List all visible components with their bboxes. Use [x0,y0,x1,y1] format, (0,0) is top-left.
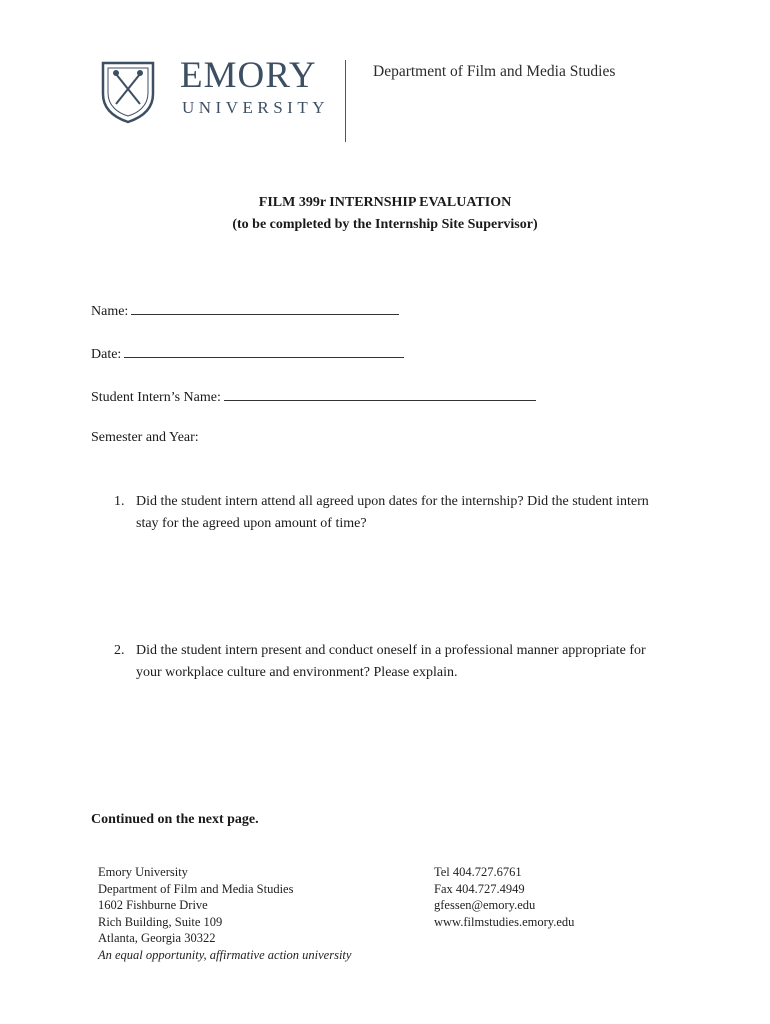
university-subtitle: UNIVERSITY [182,98,329,117]
date-label: Date: [91,347,122,362]
address-line: Atlanta, Georgia 30322 [98,931,216,945]
address-line: Emory University [98,865,188,879]
contact-phone: Tel 404.727.6761 [434,865,522,879]
question-number: 1. [114,494,125,509]
semester-field [91,429,199,447]
form-title [0,192,770,236]
address-line: 1602 Fishburne Drive [98,898,208,912]
date-input-line[interactable] [124,343,404,358]
address-line: Department of Film and Media Studies [98,881,294,896]
student-name-label: Student Intern’s Name: [91,390,221,405]
footer-contact [434,864,574,930]
name-field [91,300,399,321]
student-name-field [91,386,536,407]
contact-email: gfessen@emory.edu [434,898,536,912]
semester-label: Semester and Year: [91,430,199,445]
letterhead [100,56,660,146]
question-text: Did the student intern attend all agreed upon dates for the internship? Did the student intern stay for the agreed upon amount of time? [136,494,649,531]
name-label: Name: [91,304,129,319]
contact-website: www.filmstudies.emory.edu [434,914,575,929]
contact-fax: Fax 404.727.4949 [434,881,525,896]
question-text: Did the student intern present and conduct oneself in a professional manner appropriate for your workplace culture and environment? Please explain. [136,643,646,680]
form-title-line2: (to be completed by the Internship Site Supervisor) [232,217,538,232]
emory-shield-logo [100,60,156,124]
header-divider [345,60,346,142]
department-name: Department of Film and Media Studies [373,63,616,80]
student-name-input-line[interactable] [224,386,536,401]
footer-tagline: An equal opportunity, affirmative action university [98,947,352,962]
date-field [91,343,404,364]
university-name: EMORY [180,55,317,96]
footer-address [98,864,351,963]
name-input-line[interactable] [131,300,399,315]
address-line: Rich Building, Suite 109 [98,914,223,929]
question-number: 2. [114,643,125,658]
form-title-line1: FILM 399r INTERNSHIP EVALUATION [258,195,512,210]
continued-note: Continued on the next page. [91,812,259,827]
